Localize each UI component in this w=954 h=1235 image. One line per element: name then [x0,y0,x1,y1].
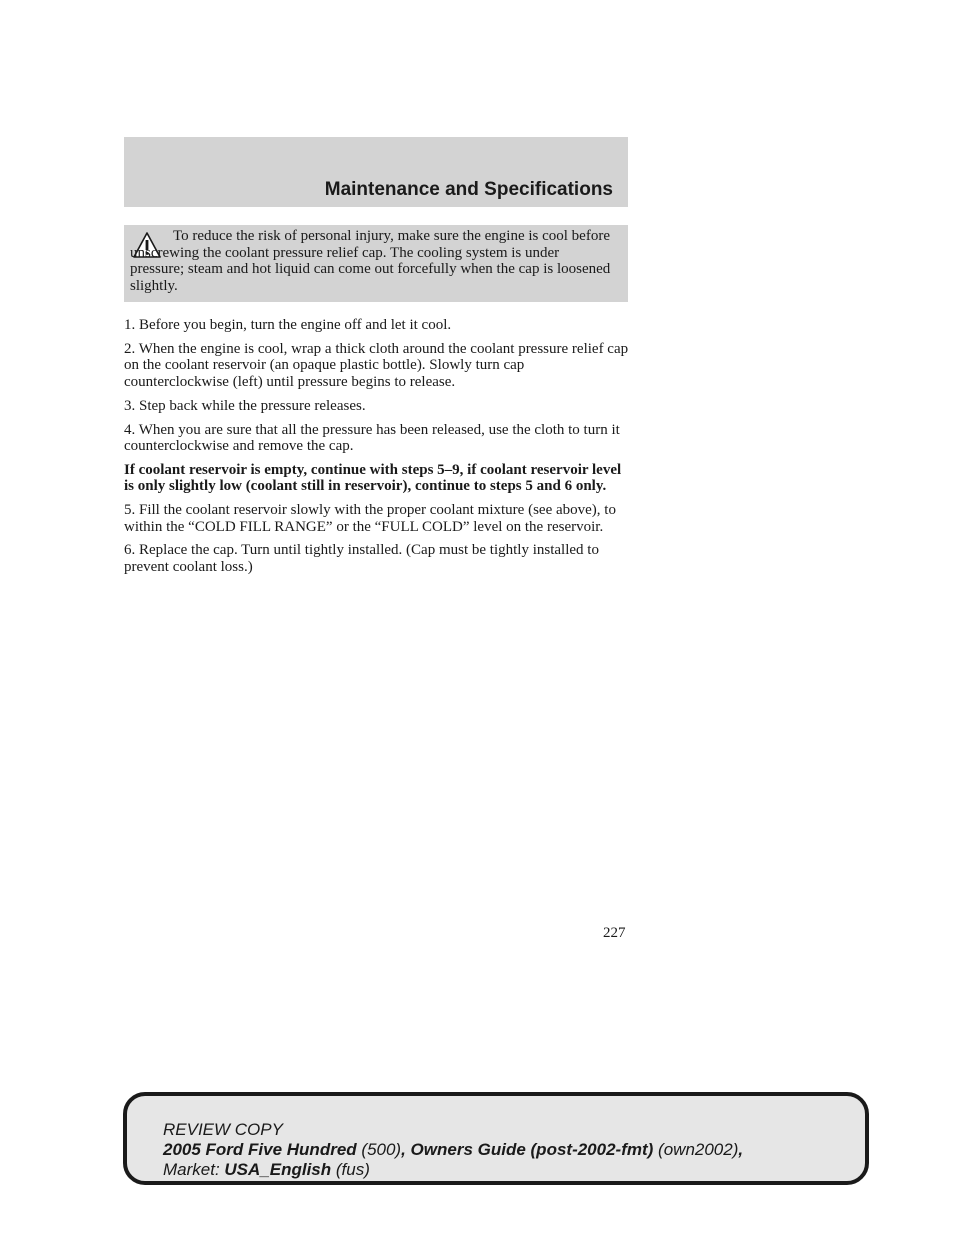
section-title: Maintenance and Specifications [324,179,613,200]
guide-name: Owners Guide (post-2002-fmt) [410,1140,654,1159]
warning-box [124,225,628,302]
market-code: (fus) [335,1160,370,1179]
guide-code: (own2002) [658,1140,739,1159]
separator: , [401,1140,411,1159]
separator: , [738,1140,744,1159]
step-1: 1. Before you begin, turn the engine off and let it cool. [124,317,452,333]
bold-note: If coolant reservoir is empty, continue with steps 5–9, if coolant reservoir level is only slightly low (coolant still in reservoir), continue to steps 5 and 6 only. [124,461,622,495]
market-line [163,1160,743,1180]
model-name: 2005 Ford Five Hundred [163,1140,357,1159]
review-copy-label: REVIEW COPY [163,1120,283,1139]
instruction-list [124,317,632,583]
review-copy-footer [123,1092,869,1185]
warning-text: To reduce the risk of personal injury, make sure the engine is cool before unscrewing the coolant pressure relief cap. The cooling system is under pressure; steam and hot liquid can come out forcefully when the cap is loosened slightly. [130,228,611,294]
model-code: (500) [361,1140,402,1159]
step-4: 4. When you are sure that all the pressure has been released, use the cloth to turn it counterclockwise and remove the cap. [124,421,620,454]
page-number: 227 [603,925,626,941]
publication-line [163,1140,743,1160]
step-6: 6. Replace the cap. Turn until tightly installed. (Cap must be tightly installed to prevent coolant loss.) [124,542,599,575]
step-5: 5. Fill the coolant reservoir slowly with the proper coolant mixture (see above), to within the “COLD FILL RANGE” or the “FULL COLD” level on the reservoir. [124,502,616,535]
section-header-band [124,137,628,207]
review-copy-text [163,1120,743,1180]
step-3: 3. Step back while the pressure releases. [124,397,366,414]
step-2: 2. When the engine is cool, wrap a thick cloth around the coolant pressure relief cap on the coolant reservoir (an opaque plastic bottle). Slowly turn cap counterclockwise (left) until pressure begins to release. [124,340,629,390]
market-label: Market: [163,1160,225,1179]
market-name: USA_English [224,1160,332,1179]
